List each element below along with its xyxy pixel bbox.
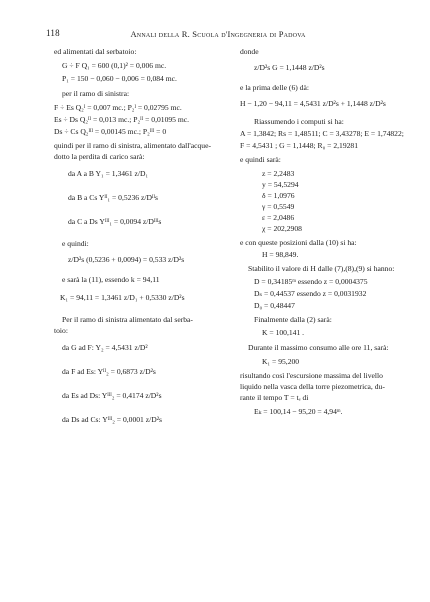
text-line: e la prima delle (6) dà: bbox=[240, 83, 309, 92]
equation-line: F = 4,5431 ; G = 1,1448; R₀ = 2,19281 bbox=[240, 141, 359, 150]
text-line: per il ramo di sinistra: bbox=[62, 89, 130, 98]
equation-line: Es ÷ Ds Q₂ᴵᴵ = 0,013 mc.; P₂ᴵᴵ = 0,01095 mc. bbox=[54, 115, 190, 124]
text-line: rante il tempo T = tₑ di bbox=[240, 393, 309, 402]
text-line: liquido nella vasca della torre piezometrica, du- bbox=[240, 382, 385, 391]
equation-line: G ÷ F Q₁ = 600 (0,1)² = 0,006 mc. bbox=[62, 61, 167, 70]
result-line: H = 98,849. bbox=[262, 250, 299, 259]
result-line: χ = 202,2908 bbox=[262, 224, 302, 233]
text-line: Stabilito il valore di H dalle (7),(8),(9) si hanno: bbox=[248, 264, 395, 273]
equation-line: A = 1,3842; Rs = 1,48511; C = 3,43278; E = 1,74822; bbox=[240, 129, 404, 138]
running-header bbox=[46, 28, 390, 42]
equation-line: Ds ÷ Cs Q₂ᴵᴵᴵ = 0,00145 mc.; P₂ᴵᴵᴵ = 0 bbox=[54, 127, 167, 136]
text-line: toio: bbox=[54, 326, 68, 335]
text-line: e quindi sarà: bbox=[240, 155, 281, 164]
result-line: Eₖ = 100,14 − 95,20 = 4,94ᵐ. bbox=[254, 407, 343, 416]
text-line: donde bbox=[240, 47, 259, 56]
text-line: e con queste posizioni dalla (10) si ha: bbox=[240, 238, 357, 247]
result-line: δ = 1,0976 bbox=[262, 191, 295, 200]
equation-line: da C a Ds Yᴵᴵᴵ₁ = 0,0094 z/Dᴵᴵᴵs bbox=[68, 217, 162, 226]
equation-line: da A a B Y₁ = 1,3461 z/D₁ bbox=[68, 169, 149, 178]
equation-line: P₁ = 150 − 0,060 − 0,006 = 0,084 mc. bbox=[62, 74, 177, 83]
text-line: Per il ramo di sinistra alimentato dal serba- bbox=[62, 315, 193, 324]
result-line: D = 0,34185ᵐ essendo z = 0,0004375 bbox=[254, 277, 368, 286]
running-title: Annali della R. Scuola d'Ingegneria di Padova bbox=[130, 29, 306, 39]
text-line: dotto la perdita di carico sarà: bbox=[54, 152, 145, 161]
result-line: Dₛ = 0,44537 essendo z = 0,0031932 bbox=[254, 289, 367, 298]
equation-line: da B a Cs Yᴵᴵ₁ = 0,5236 z/Dᴵᴵs bbox=[68, 193, 158, 202]
text-line: Durante il massimo consumo alle ore 11, sarà: bbox=[248, 343, 389, 352]
text-line: Finalmente dalla (2) sarà: bbox=[254, 315, 332, 324]
text-line: quindi per il ramo di sinistra, alimentato dall'acque- bbox=[54, 141, 211, 150]
result-line: γ = 0,5549 bbox=[262, 202, 295, 211]
text-line: e sarà la (11), essendo k = 94,11 bbox=[62, 275, 160, 284]
result-line: z = 2,2483 bbox=[262, 169, 295, 178]
equation-line: H − 1,20 − 94,11 = 4,5431 z/D²s + 1,1448 z/D²s bbox=[240, 99, 386, 108]
result-line: ε = 2,0486 bbox=[262, 213, 295, 222]
text-line: risultando così l'escursione massima del livello bbox=[240, 371, 383, 380]
text-line: ed alimentati dal serbatoio: bbox=[54, 47, 137, 56]
equation-line: da Es ad Ds: Yᴵᴵᴵ₂ = 0,4174 z/D²s bbox=[62, 391, 162, 400]
equation-line: da F ad Es: Yᴵᴵ₂ = 0,6873 z/D²s bbox=[62, 367, 156, 376]
equation-line: F ÷ Es Q₂ᴵ = 0,007 mc.; P₂ᴵ = 0,02795 mc. bbox=[54, 103, 182, 112]
text-line: e quindi: bbox=[62, 239, 89, 248]
result-line: K₁ = 95,200 bbox=[262, 357, 300, 366]
page-number: 118 bbox=[46, 28, 60, 38]
text-line: Riassumendo i computi si ha: bbox=[254, 117, 344, 126]
equation-line: da Ds ad Cs: Yᴵᴵᴵ₂ = 0,0001 z/D²s bbox=[62, 415, 162, 424]
equation-line: z/D²s G = 1,1448 z/D²s bbox=[254, 63, 325, 72]
result-line: D₀ = 0,48447 bbox=[254, 301, 295, 310]
equation-line: z/D²s (0,5236 + 0,0094) = 0,533 z/D²s bbox=[68, 255, 185, 264]
equation-line: da G ad F: Y₂ = 4,5431 z/D² bbox=[62, 343, 148, 352]
result-line: y = 54,5294 bbox=[262, 180, 299, 189]
result-line: K = 100,141 . bbox=[262, 328, 305, 337]
equation-line: K₁ = 94,11 = 1,3461 z/D₁ + 0,5330 z/D²s bbox=[60, 293, 185, 302]
